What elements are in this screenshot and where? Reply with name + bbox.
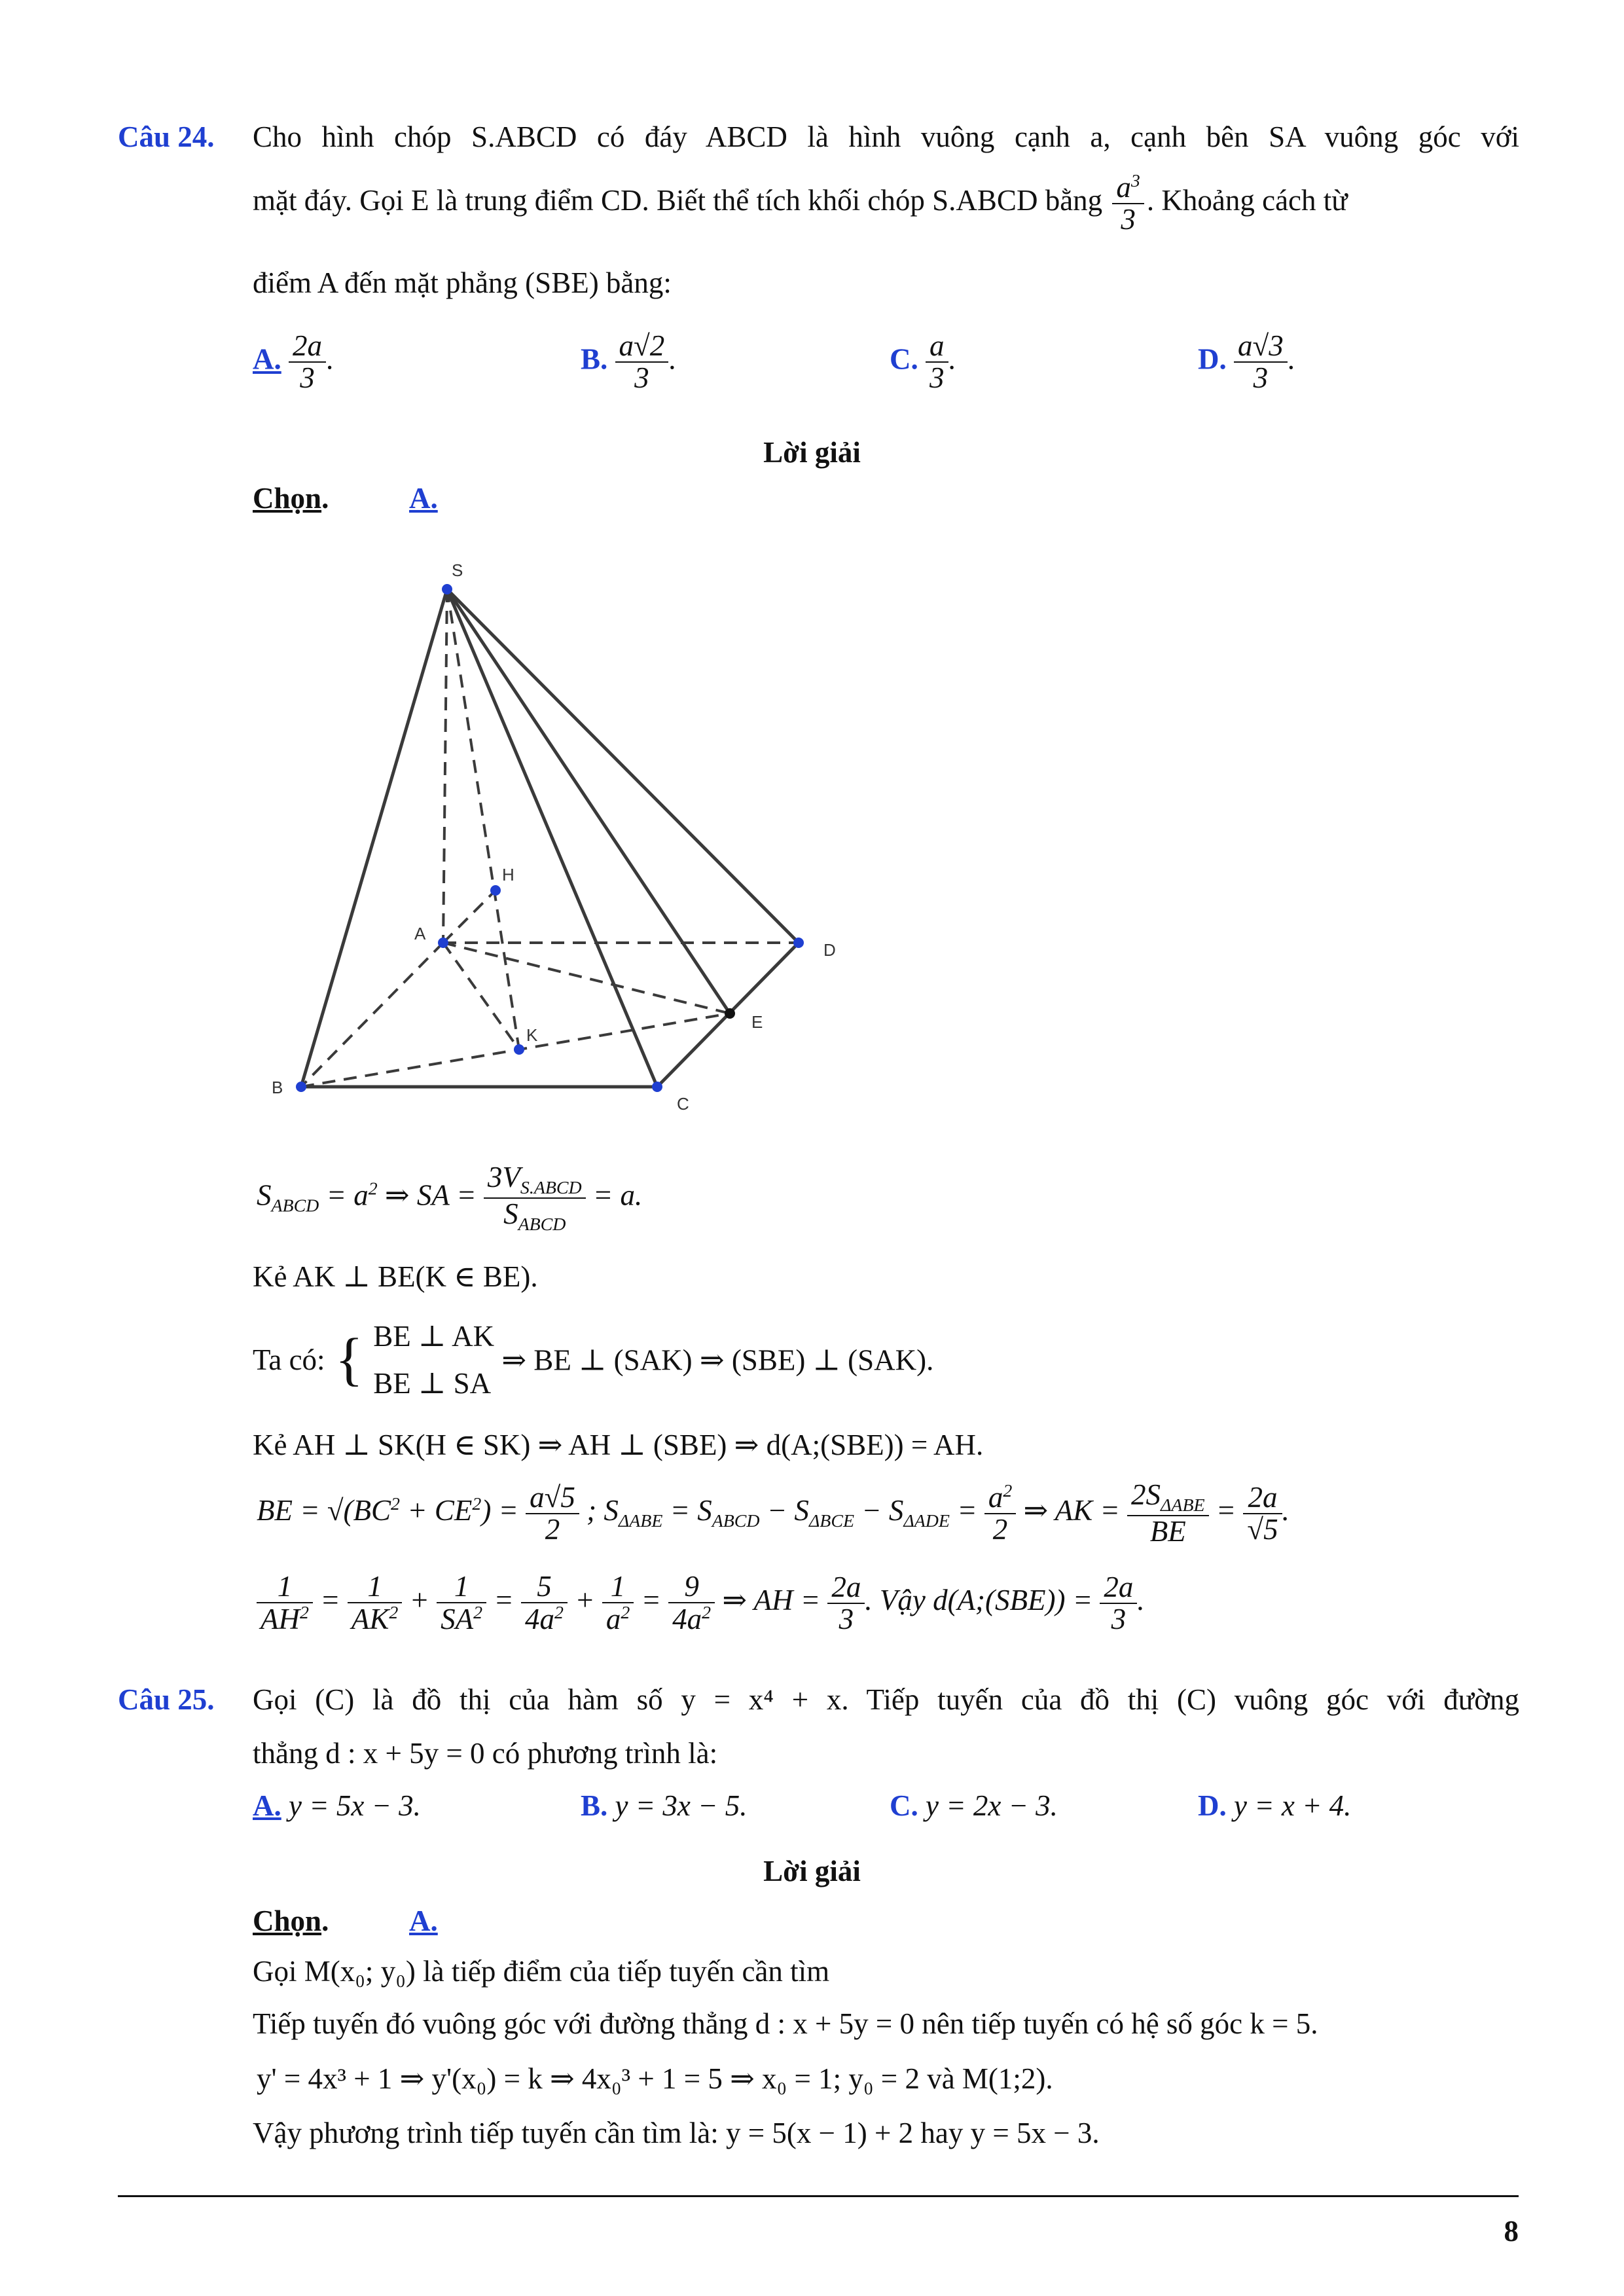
q24-step-area: $S_{ABCD} = a^2$ ⇒ SA = $\frac{3V_{S.ABCD}}{S_{ABCD}}$ = a.: [257, 1161, 643, 1235]
q25-solution-line-3: y' = 4x³ + 1 ⇒ y'(x₀) = k ⇒ 4x₀³ + 1 = 5 ⇒ x₀ = 1; y₀ = 2 và M(1;2).: [257, 2062, 1053, 2095]
q25-option-a[interactable]: [253, 1789, 421, 1823]
q24-choose-answer: A.: [409, 482, 438, 515]
q24-option-d-key: D.: [1198, 342, 1227, 376]
q25-option-a-key: A.: [253, 1789, 281, 1822]
point-b: [296, 1082, 306, 1092]
q25-option-d-value: y = x + 4.: [1234, 1789, 1352, 1822]
q24-option-b-value: $\frac{a√2}{3}$: [615, 331, 669, 394]
question-24-text-2b: . Khoảng cách từ: [1146, 184, 1348, 217]
page-number: 8: [1504, 2215, 1519, 2248]
q24-option-d[interactable]: D. $\frac{a√3}{3}$ .: [1198, 329, 1295, 395]
q25-choose-answer: A.: [409, 1904, 438, 1937]
q24-option-a[interactable]: A. $\frac{2a}{3}$ .: [253, 329, 334, 395]
q25-option-b-value: y = 3x − 5.: [615, 1789, 748, 1822]
point-c: [652, 1082, 662, 1092]
question-25-label: Câu 25.: [118, 1683, 215, 1716]
label-d: D: [823, 940, 836, 960]
q25-option-b-key: B.: [581, 1789, 608, 1822]
q24-step-5: $\frac{1}{AH^2}$ = $\frac{1}{AK^2}$ + $\frac{1}{SA^2}$ = $\frac{5}{4a^2}$ + $\frac{1}{a^2}$ = $\frac{9}{4a^2}$ ⇒ AH = $\frac{2a}{3}$ . Vậy d(A;(SBE)) = $\frac{2a}{3}$ .: [257, 1571, 1145, 1635]
q24-option-a-value: $\frac{2a}{3}$: [289, 331, 326, 394]
edge-sa: [443, 589, 447, 943]
volume-fraction: $\frac{a^3}{3}$: [1112, 172, 1144, 236]
footer-rule: [118, 2195, 1519, 2197]
edge-sc: [447, 589, 657, 1087]
edge-sk: [447, 589, 519, 1049]
q24-step-3: Kẻ AH ⊥ SK(H ∈ SK) ⇒ AH ⊥ (SBE) ⇒ d(A;(SBE)) = AH.: [253, 1429, 984, 1461]
question-25-line2: thẳng d : x + 5y = 0 có phương trình là:: [253, 1737, 718, 1770]
q24-step-1: Kẻ AK ⊥ BE(K ∈ BE).: [253, 1260, 538, 1293]
q24-option-b[interactable]: B. $\frac{a√2}{3}$ .: [581, 329, 676, 395]
q24-option-d-value: $\frac{a√3}{3}$: [1234, 331, 1288, 394]
label-c: C: [677, 1094, 689, 1114]
question-24-line2: [253, 172, 1348, 236]
question-24-text-2a: mặt đáy. Gọi E là trung điểm CD. Biết thể tích khối chóp S.ABCD bằng: [253, 184, 1103, 217]
q24-option-c-value: $\frac{a}{3}$: [926, 331, 948, 394]
question-25-text-1: Gọi (C) là đồ thị của hàm số y = x⁴ + x. Tiếp tuyến của đồ thị (C) vuông góc với đường: [253, 1683, 1519, 1716]
label-a: A: [414, 924, 426, 943]
q24-option-c-key: C.: [890, 342, 918, 376]
q24-option-b-key: B.: [581, 342, 608, 376]
q25-option-b[interactable]: [581, 1789, 747, 1823]
q24-step-4: BE = $√(BC^2 + CE^2)$ = $\frac{a√5}{2}$ ; $S_{\Delta ABE} = S_{ABCD} - S_{\Delta BCE} - S_{\Delta ADE}$ = $\frac{a^2}{2}$ ⇒ AK = $\frac{2S_{\Delta ABE}}{BE}$ = $\frac{2a}{√5}$ .: [257, 1478, 1290, 1548]
point-e: [725, 1008, 735, 1019]
edge-ah: [443, 890, 496, 943]
pyramid-figure: [262, 550, 864, 1126]
label-h: H: [502, 865, 514, 884]
question-24-label: Câu 24.: [118, 120, 215, 153]
q25-solution-line-4: Vậy phương trình tiếp tuyến cần tìm là: y = 5(x − 1) + 2 hay y = 5x − 3.: [253, 2117, 1100, 2149]
q25-solution-line-2: Tiếp tuyến đó vuông góc với đường thẳng d : x + 5y = 0 nên tiếp tuyến có hệ số góc k = 5.: [253, 2007, 1318, 2040]
question-24-line3: điểm A đến mặt phẳng (SBE) bằng:: [253, 266, 672, 299]
question-25-line1: [253, 1683, 1519, 1717]
label-b: B: [272, 1078, 283, 1097]
q25-option-d-key: D.: [1198, 1789, 1227, 1822]
question-24-line1: [253, 120, 1519, 154]
q25-option-d[interactable]: [1198, 1789, 1351, 1823]
point-h: [490, 885, 501, 896]
point-d: [793, 938, 804, 948]
point-k: [514, 1044, 524, 1055]
edge-se: [447, 589, 730, 1013]
point-s: [442, 584, 452, 594]
question-24-text-1: Cho hình chóp S.ABCD có đáy ABCD là hình vuông cạnh a, cạnh bên SA vuông góc với: [253, 120, 1519, 153]
q24-step-2-system: BE ⊥ AK BE ⊥ SA: [373, 1320, 495, 1400]
point-a: [438, 938, 448, 948]
q25-solution-title: Lời giải: [763, 1855, 861, 1887]
q24-option-c[interactable]: C. $\frac{a}{3}$ .: [890, 329, 956, 395]
q25-option-c-key: C.: [890, 1789, 918, 1822]
label-k: K: [526, 1025, 538, 1045]
q24-step-2: Ta có: { BE ⊥ AK BE ⊥ SA ⇒ BE ⊥ (SAK) ⇒ (SBE) ⊥ (SAK).: [253, 1313, 933, 1407]
label-s: S: [452, 560, 463, 580]
q25-solution-line-1: Gọi M(x₀; y₀) là tiếp điểm của tiếp tuyến cần tìm: [253, 1955, 830, 1988]
q25-choose-label: Chọn.: [253, 1904, 329, 1937]
label-e: E: [751, 1012, 763, 1032]
q25-option-c[interactable]: [890, 1789, 1058, 1823]
q25-option-c-value: y = 2x − 3.: [926, 1789, 1058, 1822]
q24-option-a-key: A.: [253, 342, 281, 376]
q24-solution-title: Lời giải: [763, 436, 861, 469]
q25-option-a-value: y = 5x − 3.: [289, 1789, 421, 1822]
q24-step-2-prefix: Ta có:: [253, 1343, 325, 1376]
q24-step-2-result: ⇒ BE ⊥ (SAK) ⇒ (SBE) ⊥ (SAK).: [501, 1343, 934, 1377]
q24-choose-label: Chọn.: [253, 482, 329, 515]
